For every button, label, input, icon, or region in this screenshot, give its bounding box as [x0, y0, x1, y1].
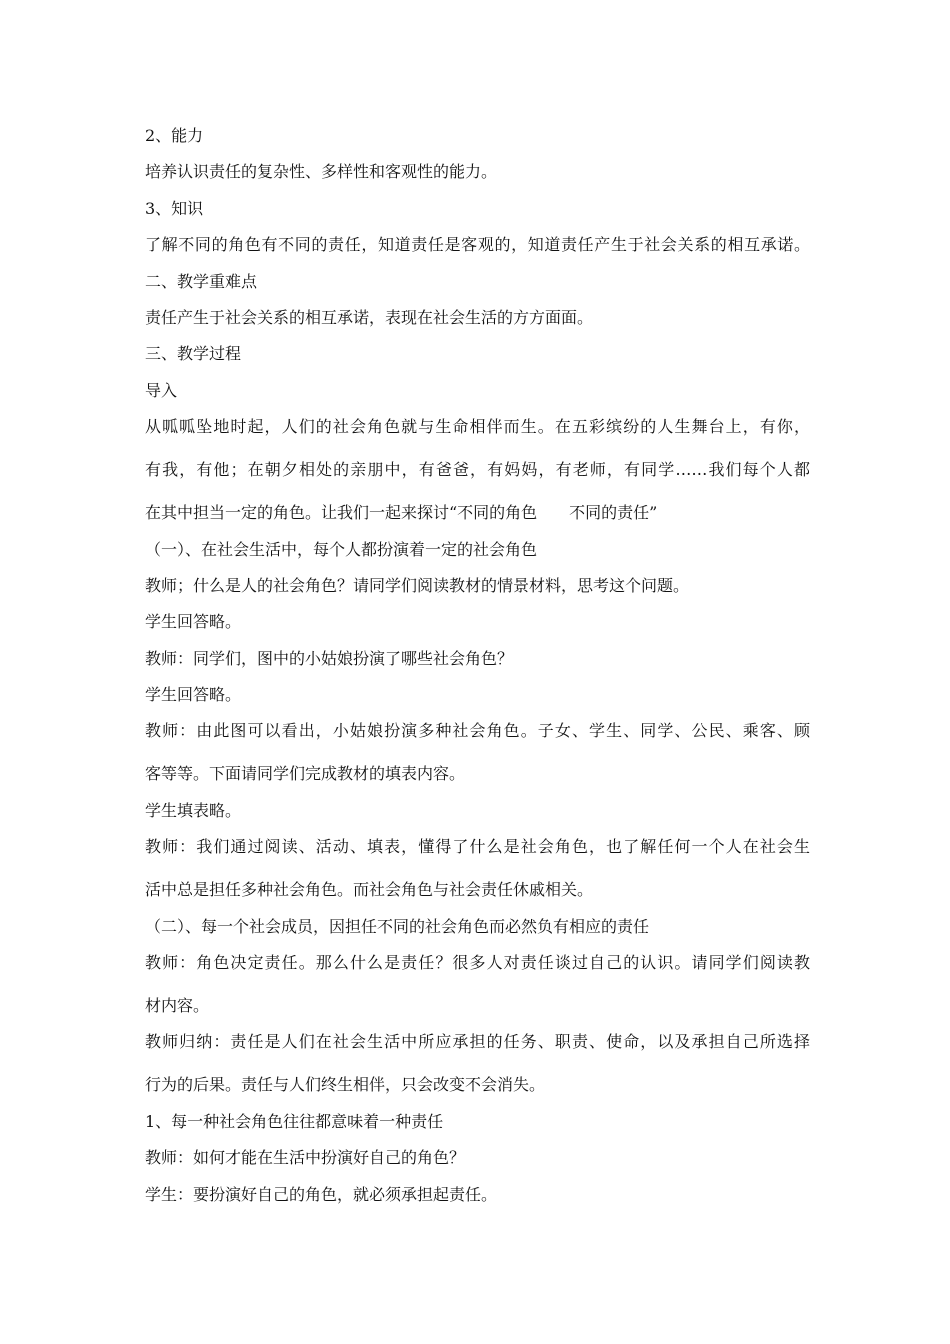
teacher-summary-line-2: 活中总是担任多种社会角色。而社会角色与社会责任休戚相关。 — [145, 880, 594, 900]
heading-introduction: 导入 — [145, 380, 178, 400]
teacher-question-1: 教师；什么是人的社会角色？请同学们阅读教材的情景材料，思考这个问题。 — [145, 575, 690, 595]
paragraph-ability: 培养认识责任的复杂性、多样性和客观性的能力。 — [145, 162, 498, 182]
teacher-explanation-1-line-2: 客等等。下面请同学们完成教材的填表内容。 — [145, 764, 466, 784]
teacher-conclusion-line-1: 教师归纳：责任是人们在社会生活中所应承担的任务、职责、使命，以及承担自己所选择 — [145, 1032, 810, 1052]
section-heading-one: （一）、在社会生活中，每个人都扮演着一定的社会角色 — [145, 539, 538, 559]
paragraph-introduction-line-3: 在其中担当一定的角色。让我们一起来探讨“不同的角色 不同的责任” — [145, 503, 658, 523]
teacher-explanation-1-line-1: 教师：由此图可以看出，小姑娘扮演多种社会角色。子女、学生、同学、公民、乘客、顾 — [145, 721, 810, 741]
heading-ability: 2、能力 — [145, 126, 204, 145]
teacher-question-3: 教师：如何才能在生活中扮演好自己的角色？ — [145, 1148, 466, 1168]
paragraph-key-points: 责任产生于社会关系的相互承诺，表现在社会生活的方方面面。 — [145, 307, 594, 327]
teacher-summary-line-1: 教师：我们通过阅读、活动、填表，懂得了什么是社会角色，也了解任何一个人在社会生 — [145, 837, 810, 857]
student-fill-table: 学生填表略。 — [145, 800, 242, 820]
section-heading-two: （二）、每一个社会成员，因担任不同的社会角色而必然负有相应的责任 — [145, 916, 650, 936]
teacher-conclusion-line-2: 行为的后果。责任与人们终生相伴，只会改变不会消失。 — [145, 1075, 546, 1095]
heading-knowledge: 3、知识 — [145, 198, 204, 218]
teacher-responsibility-line-2: 材内容。 — [145, 996, 210, 1016]
student-answer-2: 学生回答略。 — [145, 685, 242, 705]
paragraph-introduction-line-2: 有我，有他；在朝夕相处的亲朋中，有爸爸，有妈妈，有老师，有同学……我们每个人都 — [145, 460, 810, 480]
student-answer-3: 学生：要扮演好自己的角色，就必须承担起责任。 — [145, 1184, 498, 1204]
paragraph-introduction-line-1: 从呱呱坠地时起，人们的社会角色就与生命相伴而生。在五彩缤纷的人生舞台上，有你， — [145, 417, 810, 437]
teacher-responsibility-line-1: 教师：角色决定责任。那么什么是责任？很多人对责任谈过自己的认识。请同学们阅读教 — [145, 953, 810, 973]
heading-key-points: 二、教学重难点 — [145, 271, 258, 291]
heading-teaching-process: 三、教学过程 — [145, 344, 242, 364]
document-body — [145, 121, 810, 1216]
paragraph-knowledge: 了解不同的角色有不同的责任，知道责任是客观的，知道责任产生于社会关系的相互承诺。 — [145, 235, 810, 255]
teacher-question-2: 教师：同学们，图中的小姑娘扮演了哪些社会角色？ — [145, 648, 514, 668]
subsection-heading-1: 1、每一种社会角色往往都意味着一种责任 — [145, 1111, 444, 1131]
student-answer-1: 学生回答略。 — [145, 612, 242, 632]
